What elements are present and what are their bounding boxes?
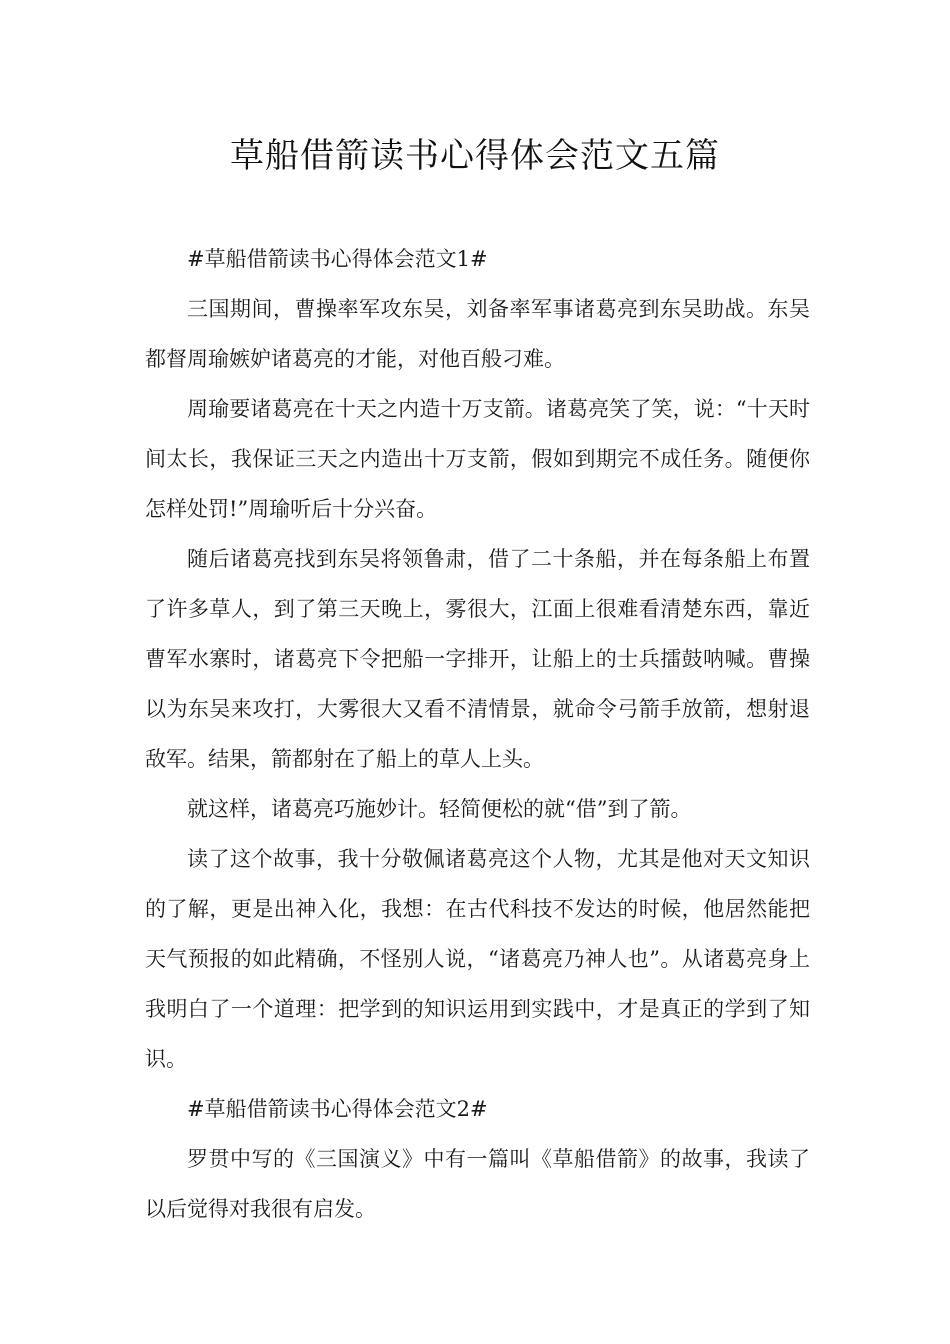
section-heading: #草船借箭读书心得体会范文2#: [187, 1097, 488, 1121]
section-heading: #草船借箭读书心得体会范文1#: [187, 247, 488, 271]
paragraph: 就这样，诸葛亮巧施妙计。轻简便松的就“借”到了箭。: [187, 797, 692, 821]
paragraph: 随后诸葛亮找到东吴将领鲁肃，借了二十条船，并在每条船上布置了许多草人，到了第三天晚上，雾很大，江面上很难看清楚东西，靠近曹军水寨时，诸葛亮下令把船一字排开，让船上的士兵擂鼓呐喊。曹操以为东吴来攻打，大雾很大又看不清情景，就命令弓箭手放箭，想射退敌军。结果，箭都射在了船上的草人上头。: [145, 547, 810, 771]
paragraph: 罗贯中写的《三国演义》中有一篇叫《草船借箭》的故事，我读了以后觉得对我很有启发。: [145, 1147, 810, 1221]
paragraph: 周瑜要诸葛亮在十天之内造十万支箭。诸葛亮笑了笑，说：“十天时间太长，我保证三天之内造出十万支箭，假如到期完不成任务。随便你怎样处罚!”周瑜听后十分兴奋。: [145, 397, 810, 521]
document-title: 草船借箭读书心得体会范文五篇: [230, 136, 720, 176]
document-body: [145, 234, 810, 1234]
paragraph: 读了这个故事，我十分敬佩诸葛亮这个人物，尤其是他对天文知识的了解，更是出神入化，我想：在古代科技不发达的时候，他居然能把天气预报的如此精确，不怪别人说，“诸葛亮乃神人也”。从诸葛亮身上我明白了一个道理：把学到的知识运用到实践中，才是真正的学到了知识。: [145, 847, 810, 1071]
paragraph: 三国期间，曹操率军攻东吴，刘备率军事诸葛亮到东吴助战。东吴都督周瑜嫉妒诸葛亮的才能，对他百般刁难。: [145, 297, 810, 371]
